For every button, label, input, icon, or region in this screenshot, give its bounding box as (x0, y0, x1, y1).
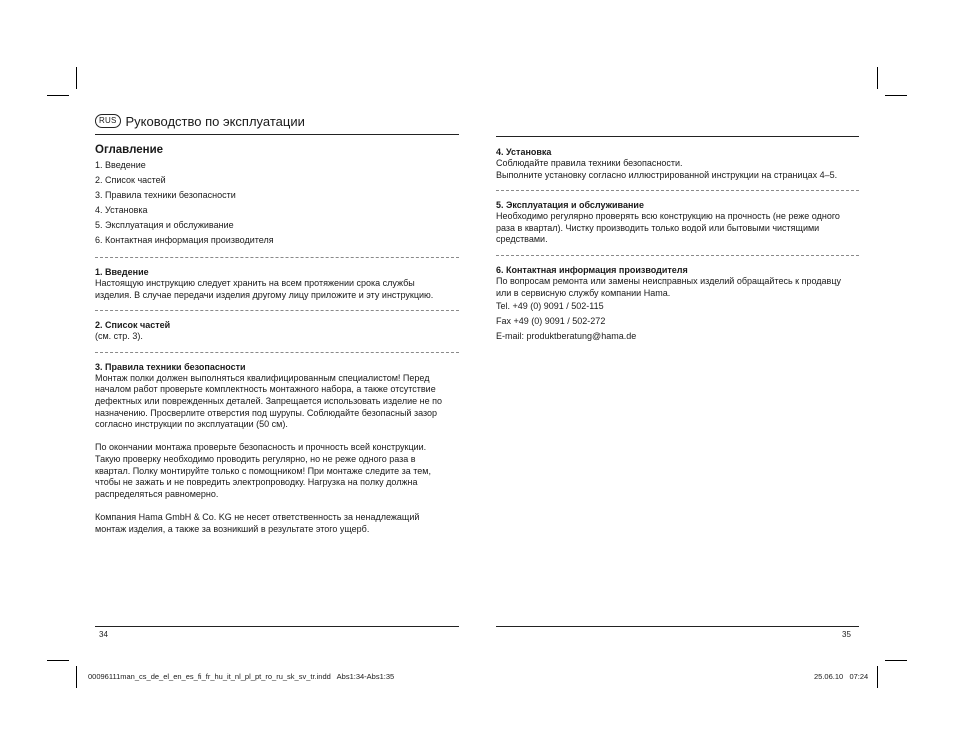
section-title: 5. Эксплуатация и обслуживание (496, 200, 644, 211)
crop-mark (76, 666, 77, 688)
section-parts (95, 319, 459, 343)
section-title: 4. Установка (496, 147, 552, 157)
section-title: 2. Список частей (95, 320, 171, 331)
footer-rule-left (95, 626, 459, 627)
paragraph-line: квартал. Полку монтируйте только с помощником! При монтаже следите за тем, (95, 465, 431, 476)
paragraph-line: Такую проверку необходимо проводить регулярно, но не реже одного раза в (95, 453, 416, 464)
toc-title: Оглавление (95, 144, 164, 156)
paragraph-line: Монтаж полки должен выполняться квалифицированным специалистом! Перед (95, 372, 430, 383)
paragraph-line: По окончании монтажа проверьте безопасность и прочность всей конструкции. (95, 442, 427, 453)
section-divider (496, 255, 859, 256)
paragraph-line: Необходимо регулярно проверять всю конструкцию на прочность (не реже одного (496, 211, 840, 222)
crop-mark (76, 67, 77, 89)
contact-tel: Tel. +49 (0) 9091 / 502-115 (496, 301, 604, 312)
crop-mark (885, 660, 907, 661)
footer-rule-right (496, 626, 859, 627)
paragraph-line: (см. стр. 3). (95, 331, 143, 342)
section-divider (95, 352, 459, 353)
left-page (95, 108, 459, 535)
section-install (496, 146, 859, 181)
print-slug-file: 00096111man_cs_de_el_en_es_fi_fr_hu_it_nl_pl_pt_ro_ru_sk_sv_tr.indd Abs1:34-Abs1:35 (88, 672, 395, 681)
print-slug-date: 25.06.10 07:24 (814, 672, 869, 681)
paragraph-line: монтаж изделия, а также за возникший в результате этого ущерб. (95, 523, 370, 534)
paragraph-line: По вопросам ремонта или замены неисправных изделий обращайтесь к продавцу (496, 275, 841, 286)
section-title: 3. Правила техники безопасности (95, 361, 246, 372)
section-operation (496, 199, 859, 246)
toc-item: 1. Введение (95, 160, 146, 170)
paragraph-line: Настоящую инструкцию следует хранить на всем протяжении срока службы (95, 278, 415, 288)
paragraph-line: Компания Hama GmbH & Co. KG не несет ответственность за ненадлежащий (95, 511, 420, 522)
paragraph-line: изделия. В случае передачи изделия другому лицу приложите и эту инструкцию. (95, 289, 434, 300)
paragraph-line: Соблюдайте правила техники безопасности. (496, 158, 683, 168)
page-number-right: 35 (842, 630, 851, 639)
crop-mark (47, 660, 69, 661)
paragraph-line: Выполните установку согласно иллюстрированной инструкции на страницах 4–5. (496, 169, 838, 180)
paragraph-line: началом работ проверьте комплектность монтажного набора, а также отсутствие (95, 384, 436, 395)
toc-item: 4. Установка (95, 205, 148, 215)
paragraph-line: чтобы не зажать и не повредить электропроводку. Нагрузка на полку должна (95, 477, 418, 488)
paragraph-line: раза в квартал). Чистку производить только водой или бытовыми чистящими (496, 222, 820, 233)
crop-mark (877, 666, 878, 688)
paragraph-line: или в сервисную службу компании Hama. (496, 287, 671, 298)
section-divider (496, 190, 859, 191)
contact-email: E-mail: produktberatung@hama.de (496, 331, 637, 342)
toc-item: 3. Правила техники безопасности (95, 190, 236, 200)
toc-item: 6. Контактная информация производителя (95, 235, 274, 245)
right-page (496, 136, 859, 344)
paragraph-line: распределяться равномерно. (95, 488, 219, 499)
section-intro (95, 266, 459, 301)
crop-mark (877, 67, 878, 89)
page-title: Руководство по эксплуатации (125, 113, 305, 129)
section-safety (95, 361, 459, 535)
paragraph-line: средствами. (496, 234, 548, 245)
section-title: 6. Контактная информация производителя (496, 264, 688, 275)
page-number-left: 34 (99, 630, 108, 639)
toc-list (95, 158, 459, 248)
section-divider (95, 257, 459, 258)
header-rule (496, 136, 859, 137)
toc-item: 5. Эксплуатация и обслуживание (95, 220, 234, 230)
section-title: 1. Введение (95, 267, 149, 277)
header-rule (95, 134, 459, 135)
section-contact (496, 264, 859, 344)
paragraph-line: согласно инструкции по эксплуатации (50 см). (95, 419, 288, 430)
crop-mark (47, 95, 69, 96)
section-divider (95, 310, 459, 311)
contact-fax: Fax +49 (0) 9091 / 502-272 (496, 316, 606, 327)
crop-mark (885, 95, 907, 96)
language-badge: RUS (95, 114, 121, 128)
page-header (95, 108, 459, 134)
paragraph-line: дефектных или поврежденных деталей. Запрещается использовать изделие не по (95, 395, 442, 406)
paragraph-line: назначению. Просверлите отверстия под шурупы. Соблюдайте безопасный зазор (95, 407, 438, 418)
toc-item: 2. Список частей (95, 175, 166, 185)
